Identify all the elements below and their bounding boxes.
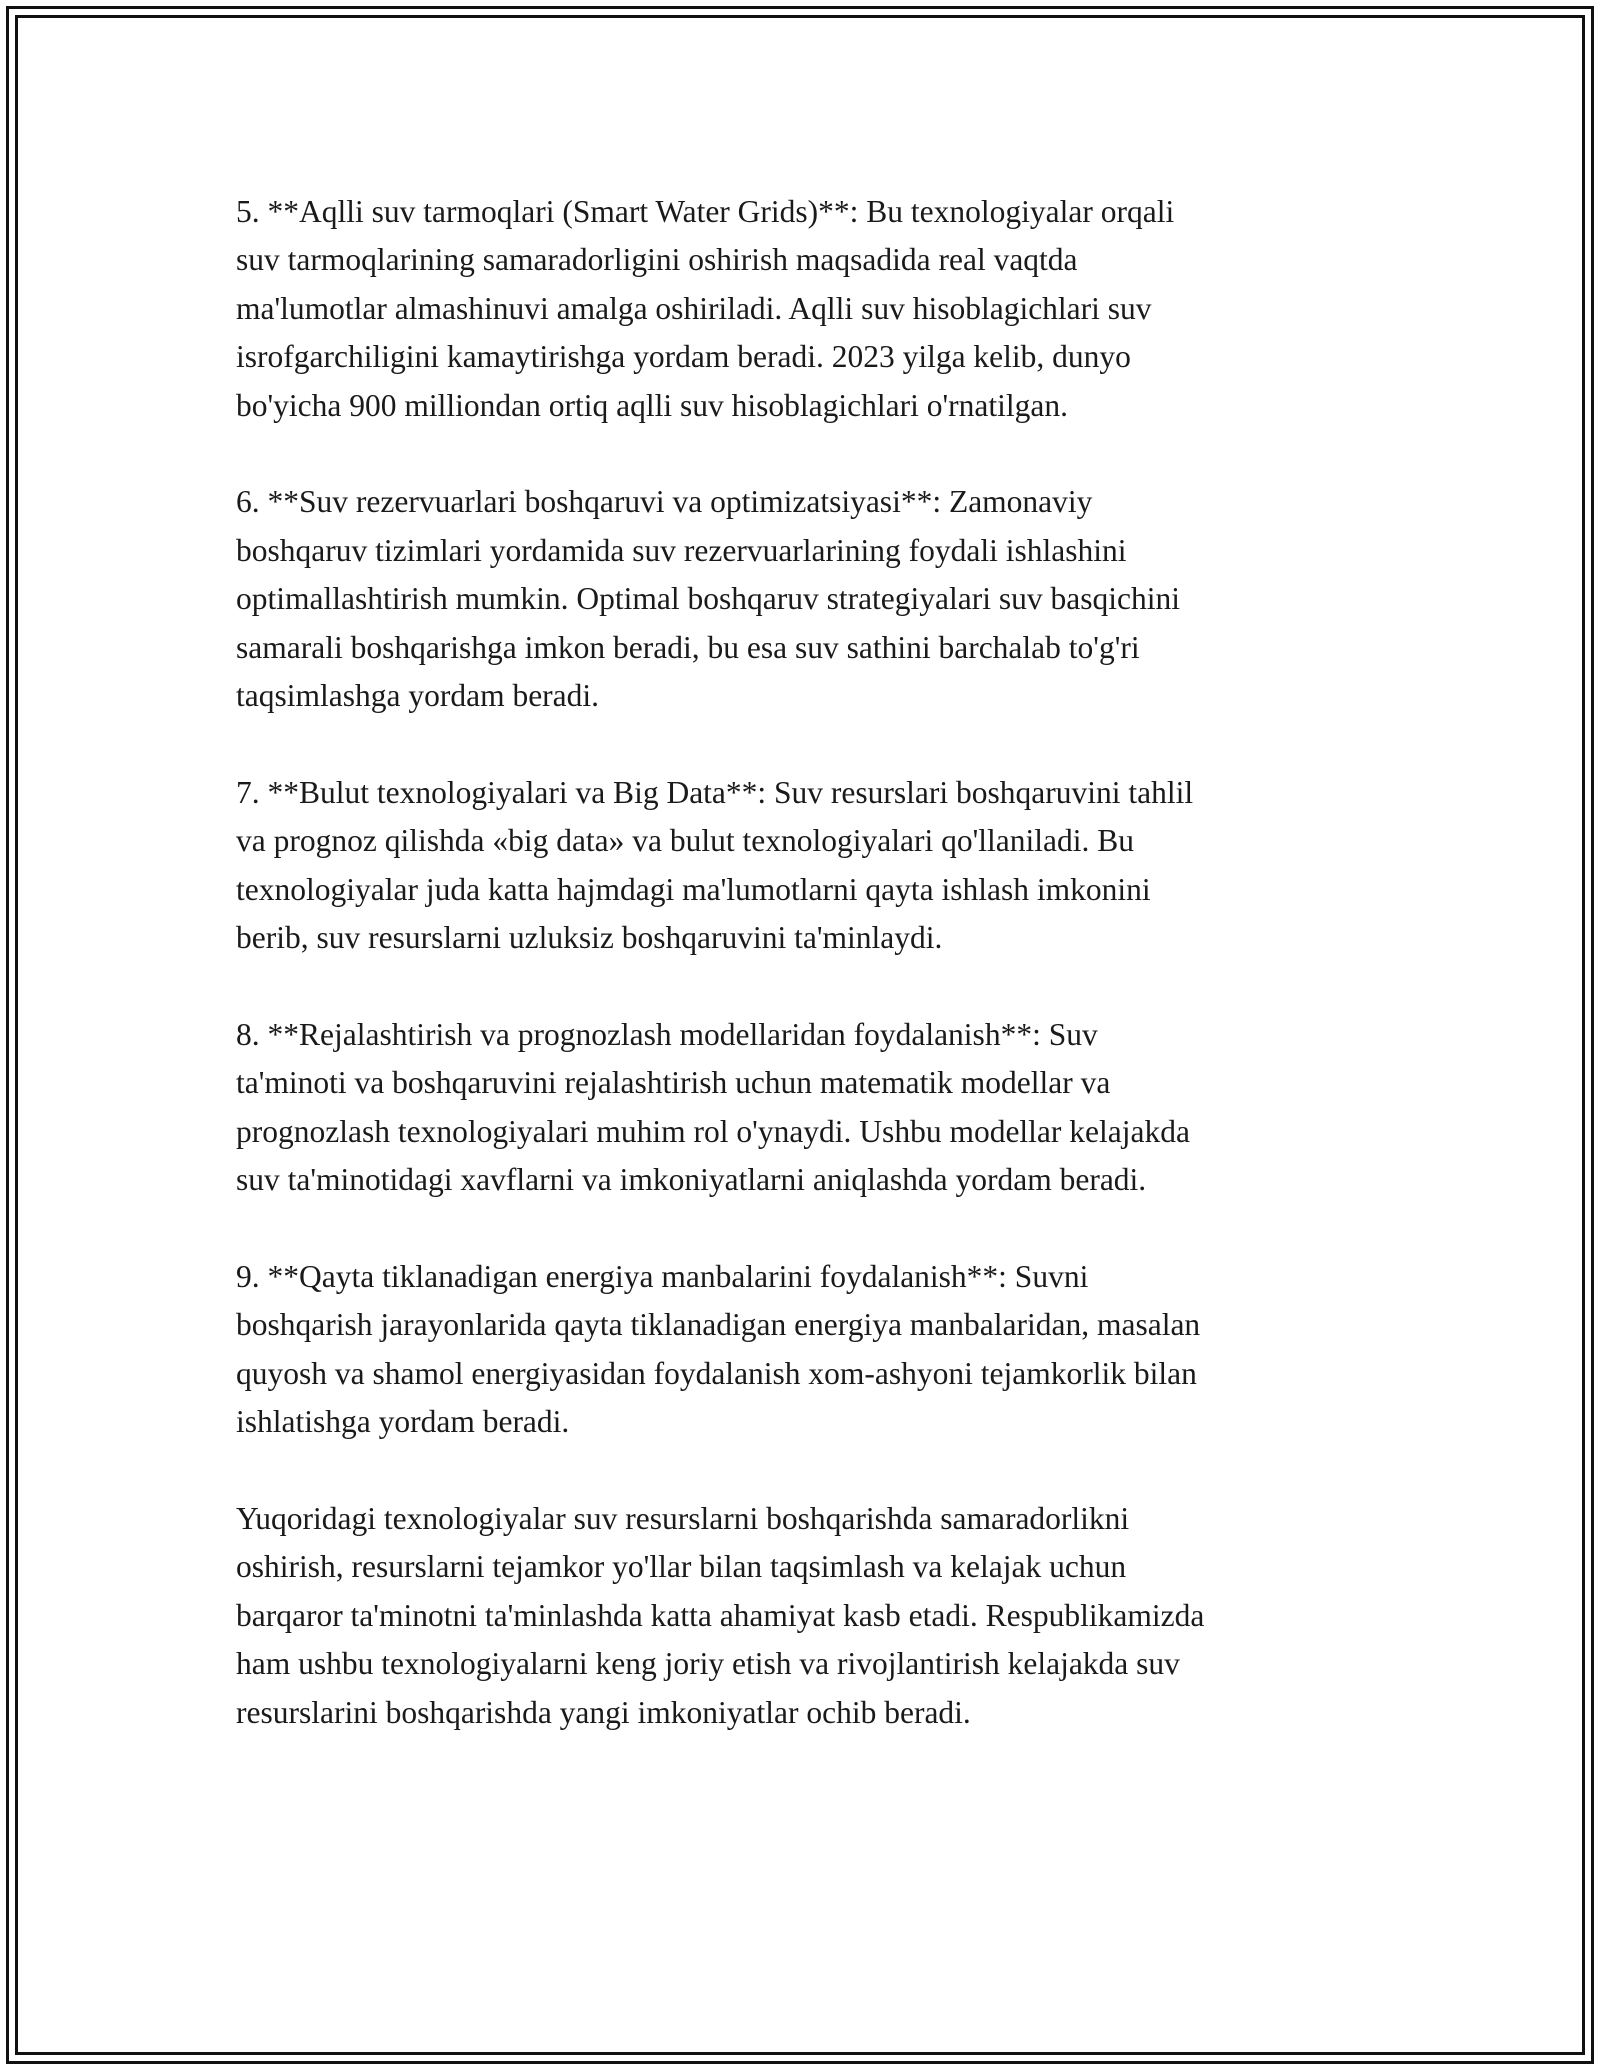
paragraph-conclusion [236, 1495, 1376, 1737]
text-line: optimallashtirish mumkin. Optimal boshqaruv strategiyalari suv basqichini [236, 581, 1180, 617]
text-line: ham ushbu texnologiyalarni keng joriy etish va rivojlantirish kelajakda suv [236, 1646, 1180, 1682]
paragraph-reservoir-management [236, 478, 1376, 720]
text-line: 6. **Suv rezervuarlari boshqaruvi va optimizatsiyasi**: Zamonaviy [236, 484, 1093, 520]
paragraph-planning-models [236, 1011, 1376, 1205]
text-line: 9. **Qayta tiklanadigan energiya manbalarini foydalanish**: Suvni [236, 1258, 1089, 1294]
text-line: oshirish, resurslarni tejamkor yo'llar bilan taqsimlash va kelajak uchun [236, 1549, 1127, 1585]
text-line: isrofgarchiligini kamaytirishga yordam beradi. 2023 yilga kelib, dunyo [236, 339, 1131, 375]
text-line: boshqaruv tizimlari yordamida suv rezervuarlarining foydali ishlashini [236, 532, 1127, 568]
text-line: suv ta'minotidagi xavflarni va imkoniyatlarni aniqlashda yordam beradi. [236, 1162, 1147, 1198]
document-body [236, 188, 1376, 1785]
text-line: texnologiyalar juda katta hajmdagi ma'lumotlarni qayta ishlash imkonini [236, 871, 1151, 907]
text-line: prognozlash texnologiyalari muhim rol o'ynaydi. Ushbu modellar kelajakda [236, 1113, 1190, 1149]
text-line: samarali boshqarishga imkon beradi, bu esa suv sathini barchalab to'g'ri [236, 629, 1140, 665]
text-line: 8. **Rejalashtirish va prognozlash modellaridan foydalanish**: Suv [236, 1016, 1098, 1052]
text-line: taqsimlashga yordam beradi. [236, 678, 600, 714]
text-line: Yuqoridagi texnologiyalar suv resurslarni boshqarishda samaradorlikni [236, 1500, 1130, 1536]
text-line: ishlatishga yordam beradi. [236, 1404, 570, 1440]
text-line: berib, suv resurslarni uzluksiz boshqaruvini ta'minlaydi. [236, 920, 943, 956]
text-line: 7. **Bulut texnologiyalari va Big Data**: Suv resurslari boshqaruvini tahlil [236, 774, 1194, 810]
text-line: ta'minoti va boshqaruvini rejalashtirish uchun matematik modellar va [236, 1065, 1111, 1101]
paragraph-smart-water-grids [236, 188, 1376, 430]
text-line: ma'lumotlar almashinuvi amalga oshiriladi. Aqlli suv hisoblagichlari suv [236, 290, 1152, 326]
paragraph-renewable-energy [236, 1253, 1376, 1447]
text-line: bo'yicha 900 milliondan ortiq aqlli suv hisoblagichlari o'rnatilgan. [236, 387, 1068, 423]
paragraph-cloud-big-data [236, 769, 1376, 963]
text-line: barqaror ta'minotni ta'minlashda katta ahamiyat kasb etadi. Respublikamizda [236, 1597, 1205, 1633]
text-line: va prognoz qilishda «big data» va bulut texnologiyalari qo'llaniladi. Bu [236, 823, 1134, 859]
text-line: resurslarini boshqarishda yangi imkoniyatlar ochib beradi. [236, 1694, 971, 1730]
text-line: 5. **Aqlli suv tarmoqlari (Smart Water Grids)**: Bu texnologiyalar orqali [236, 194, 1175, 229]
text-line: boshqarish jarayonlarida qayta tiklanadigan energiya manbalaridan, masalan [236, 1307, 1201, 1343]
text-line: suv tarmoqlarining samaradorligini oshirish maqsadida real vaqtda [236, 242, 1078, 278]
text-line: quyosh va shamol energiyasidan foydalanish xom-ashyoni tejamkorlik bilan [236, 1355, 1197, 1391]
